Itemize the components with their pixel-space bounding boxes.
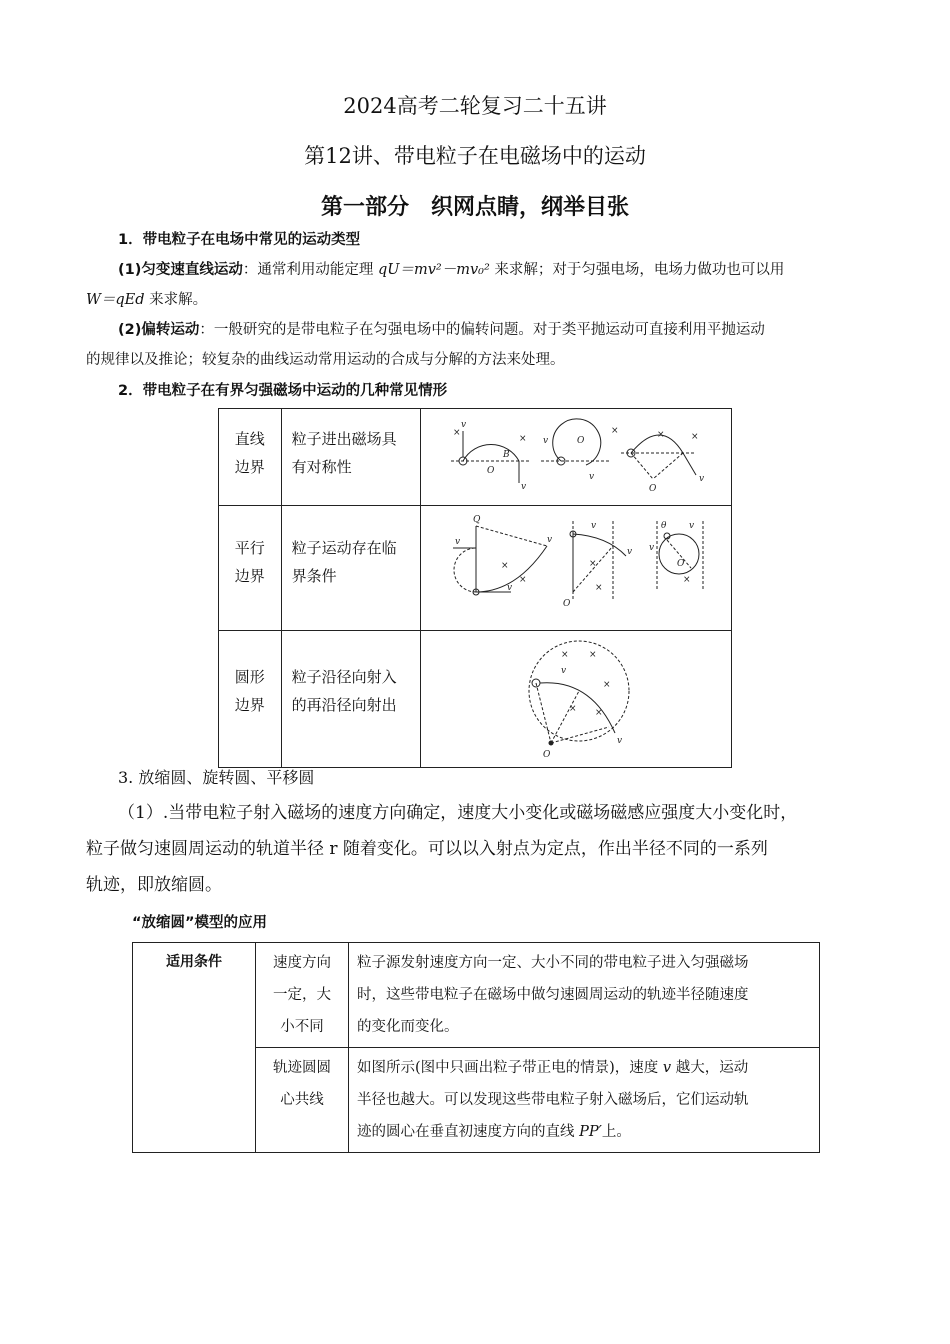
cell-text: 粒子源发射速度方向一定、大小不同的带电粒子进入匀强磁场 <box>357 955 749 971</box>
cell-text: 边界 <box>234 567 265 585</box>
item2-label: (2)偏转运动 <box>118 322 200 338</box>
cell-text: 粒子沿径向射入 <box>291 668 397 686</box>
cell-text: 边界 <box>234 458 265 476</box>
cell-text: 圆形 <box>234 668 265 686</box>
section3-heading: 3. 放缩圆、旋转圆、平移圆 <box>118 768 315 787</box>
label-theta: θ <box>661 521 667 531</box>
label-x: × <box>603 680 611 690</box>
label-v: v <box>689 521 695 531</box>
section3-para-a: （1）.当带电粒子射入磁场的速度方向确定，速度大小变化或磁场磁感应强度大小变化时， <box>118 803 798 823</box>
table-row <box>219 506 732 631</box>
model-heading: “放缩圆”模型的应用 <box>132 915 268 931</box>
table-row <box>219 631 732 768</box>
section1-item2 <box>118 315 878 345</box>
cell-text: 的变化而变化。 <box>357 1019 459 1035</box>
cell-text: 边界 <box>234 696 265 714</box>
straight-boundary-figure <box>421 409 731 501</box>
parallel-boundary-figure <box>421 506 731 626</box>
text-cell <box>349 1048 820 1153</box>
label-v: v <box>617 736 623 746</box>
label-v: v <box>699 474 705 484</box>
label-cell <box>256 1048 349 1153</box>
label-x: × <box>683 575 691 585</box>
label-B: B <box>503 450 510 460</box>
text-span: PP′ <box>579 1124 602 1140</box>
label-v: v <box>543 436 549 446</box>
label-v: v <box>507 583 513 593</box>
label-cell <box>256 943 349 1048</box>
cell-text: 平行 <box>234 539 265 557</box>
item2-text-a: ：一般研究的是带电粒子在匀强电场中的偏转问题。对于类平抛运动可直接利用平抛运动 <box>199 322 765 338</box>
label-x: × <box>453 428 461 438</box>
text-span: 上。 <box>601 1124 631 1140</box>
section3-para-b: 粒子做匀速圆周运动的轨道半径 r 随着变化。可以以入射点为定点，作出半径不同的一系列 <box>86 839 768 859</box>
label-x: × <box>691 432 699 442</box>
cell-text <box>357 1116 811 1148</box>
model-table <box>132 942 820 1153</box>
cell-text: 时，这些带电粒子在磁场中做匀速圆周运动的轨迹半径随速度 <box>357 987 749 1003</box>
label-x: × <box>589 650 597 660</box>
item1-text-c: 来求解。 <box>144 292 208 308</box>
table-row <box>219 409 732 506</box>
label-x: × <box>595 583 603 593</box>
text-span: v <box>662 1060 672 1076</box>
label-x: × <box>657 430 665 440</box>
section1-item2-cont: 的规律以及推论；较复杂的曲线运动常用运动的合成与分解的方法来处理。 <box>86 352 565 368</box>
section2-heading: 2．带电粒子在有界匀强磁场中运动的几种常见情形 <box>118 383 448 399</box>
item1-label: (1)匀变速直线运动 <box>118 262 243 278</box>
head-cell: 适用条件 <box>133 943 256 1153</box>
cell-text: 半径也越大。可以发现这些带电粒子射入磁场后，它们运动轨 <box>357 1092 749 1108</box>
item1-formula2: W＝qEd <box>86 292 145 308</box>
section1-item1 <box>118 255 878 285</box>
cell-text: 界条件 <box>291 567 337 585</box>
magnetic-boundary-table <box>218 408 732 768</box>
figure-cell <box>421 631 732 768</box>
label-x: × <box>611 426 619 436</box>
label-Q: Q <box>473 515 481 525</box>
cell-text: 轨迹圆圆 <box>273 1060 331 1076</box>
label-x: × <box>519 575 527 585</box>
label-O: O <box>649 484 657 494</box>
cell-text: 有对称性 <box>291 458 352 476</box>
label-O: O <box>487 466 495 476</box>
label-x: × <box>589 559 597 569</box>
label-v: v <box>461 420 467 430</box>
label-v: v <box>547 535 553 545</box>
label-v: v <box>591 521 597 531</box>
part-title: 第一部分 织网点睛，纲举目张 <box>320 195 629 220</box>
label-O: O <box>677 559 685 569</box>
cell-text: 粒子运动存在临 <box>291 539 397 557</box>
cell-text: 的再沿径向射出 <box>291 696 397 714</box>
item1-text-a: ：通常利用动能定理 <box>242 262 378 278</box>
label-v: v <box>455 537 461 547</box>
label-v: v <box>589 472 595 482</box>
item1-text-b: 来求解；对于匀强电场，电场力做功也可以用 <box>489 262 785 278</box>
label-O: O <box>543 750 551 760</box>
label-v: v <box>649 543 655 553</box>
cell-text: 粒子进出磁场具 <box>291 430 397 448</box>
section1-item1-cont <box>86 285 207 315</box>
section3-para-c: 轨迹，即放缩圆。 <box>86 875 222 895</box>
label-x: × <box>569 704 577 714</box>
label-v: v <box>561 666 567 676</box>
feature-cell <box>281 409 420 506</box>
label-x: × <box>519 434 527 444</box>
cell-text: 直线 <box>234 430 265 448</box>
label-x: × <box>595 708 603 718</box>
label-x: × <box>501 561 509 571</box>
table-row <box>133 943 820 1048</box>
feature-cell <box>281 506 420 631</box>
lecture-title: 第12讲、带电粒子在电磁场中的运动 <box>304 144 646 168</box>
cell-text: 心共线 <box>280 1092 324 1108</box>
label-x: × <box>561 650 569 660</box>
label-v: v <box>627 547 633 557</box>
text-cell <box>349 943 820 1048</box>
item1-formula: qU＝mv²－mv₀² <box>377 262 490 278</box>
cell-text <box>357 1052 811 1084</box>
section1-heading: 1．带电粒子在电场中常见的运动类型 <box>118 232 361 248</box>
text-span: 如图所示(图中只画出粒子带正电的情景)，速度 <box>357 1060 663 1076</box>
circular-boundary-figure <box>421 631 731 763</box>
series-title: 2024高考二轮复习二十五讲 <box>343 94 607 118</box>
boundary-cell <box>219 506 282 631</box>
text-span: 迹的圆心在垂直初速度方向的直线 <box>357 1124 580 1140</box>
cell-text: 一定，大 <box>273 987 331 1003</box>
label-O: O <box>563 599 571 609</box>
cell-text: 小不同 <box>280 1019 324 1035</box>
label-O: O <box>577 436 585 446</box>
feature-cell <box>281 631 420 768</box>
text-span: 越大，运动 <box>671 1060 749 1076</box>
figure-cell <box>421 409 732 506</box>
figure-cell <box>421 506 732 631</box>
boundary-cell <box>219 409 282 506</box>
boundary-cell <box>219 631 282 768</box>
label-v: v <box>521 482 527 492</box>
cell-text: 速度方向 <box>273 955 331 971</box>
